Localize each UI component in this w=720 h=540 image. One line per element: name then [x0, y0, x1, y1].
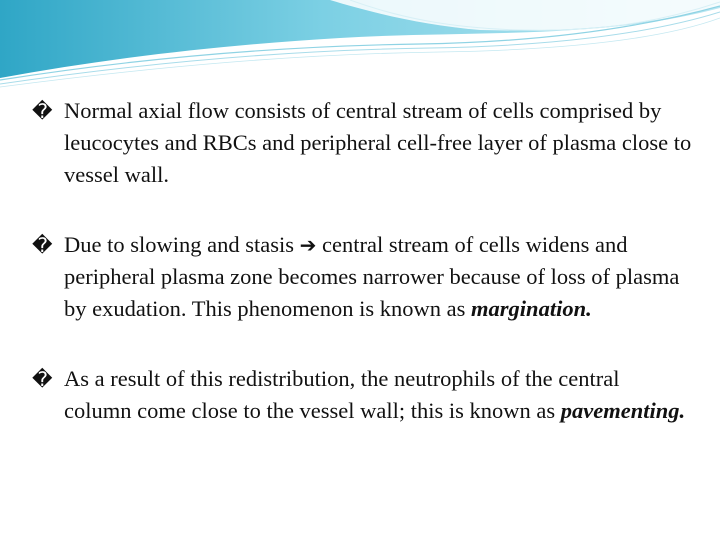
bullet-marker: � [32, 233, 53, 257]
bullet-text: Normal axial flow consists of central stream of cells comprised by leucocytes and RBCs and peripheral cell-free layer of plasma close to vessel wall. [64, 98, 692, 187]
term-period: . [679, 398, 686, 423]
bullet-text-start: Due to slowing and stasis [64, 232, 300, 257]
term-period: . [586, 296, 592, 321]
bullet-marker: � [32, 367, 53, 391]
term-pavementing: pavementing [560, 398, 680, 423]
bullet-item-pavementing [32, 363, 692, 427]
bullet-list [32, 95, 692, 465]
bullet-item-axial-flow [32, 95, 692, 191]
bullet-text: As a result of this redistribution, the neutrophils of the central column come close to the vessel wall; this is known as [64, 366, 620, 423]
bullet-marker: � [32, 99, 53, 123]
term-margination: margination [471, 296, 587, 321]
decorative-wave-banner [0, 0, 720, 90]
bullet-text-middle: central stream of cells widens and peripheral plasma zone becomes narrower because of loss of plasma by exudation. This phenomenon is known as [64, 232, 680, 321]
bullet-item-margination [32, 229, 692, 325]
right-arrow-icon: ➔ [299, 233, 317, 257]
